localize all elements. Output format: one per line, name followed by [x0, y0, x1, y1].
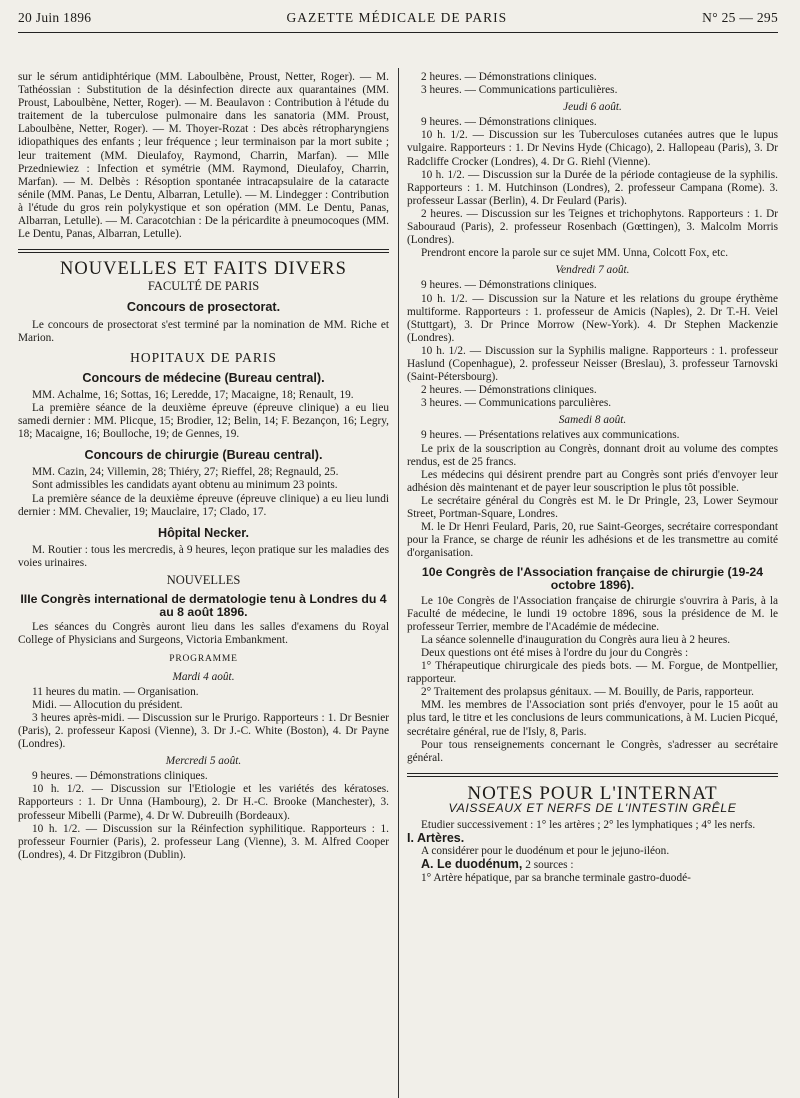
chirurgie-congress-p3: Deux questions ont été mises à l'ordre du jour du Congrès : — [421, 646, 689, 659]
nouvelles-subheading: NOUVELLES — [166, 573, 241, 587]
jeudi-item-2: 10 h. 1/2. — Discussion sur les Tuberculoses cutanées autres que le lupus vulgaire. Rapporteurs : 1. Dr Nevins Hyde (Chicago), 2. Hallopeau (Paris), 3. Dr Radcliffe Crocker (Londres), 4. Dr G. Riehl (Vienne). — [407, 129, 778, 168]
mercredi-item-3: 10 h. 1/2. — Discussion sur la Réinfection syphilitique. Rapporteurs : 1. professeur Fournier (Paris), 2. professeur Lang (Vienne), 3. M. Alfred Cooper (Londres), 4. Dr Fitzgibron (Dublin). — [18, 822, 389, 861]
chirurgie-question-2: 2° Traitement des prolapsus génitaux. — M. Bouilly, de Paris, rapporteur. — [421, 686, 754, 699]
header-journal-title: GAZETTE MÉDICALE DE PARIS — [286, 10, 508, 25]
chirurgie-question-1: 1° Thérapeutique chirurgicale des pieds bots. — M. Forgue, de Montpellier, rapporteur. — [407, 660, 778, 686]
notes-arteres-text: A considérer pour le duodénum et pour le jejuno-iléon. — [421, 845, 670, 858]
chirurgie-results: MM. Cazin, 24; Villemin, 28; Thiéry, 27; Rieffel, 28; Regnauld, 25. — [32, 466, 339, 479]
chirurgie-clinique: La première séance de la deuxième épreuve (épreuve clinique) a eu lieu lundi dernier : MM. Chevalier, 19; Mauclaire, 17; Clado, 17. — [18, 492, 389, 518]
samedi-item-1: 9 heures. — Présentations relatives aux communications. — [421, 429, 680, 442]
chirurgie-congress-p1: Le 10e Congrès de l'Association française de chirurgie s'ouvrira à Paris, à la Faculté de médecine, le lundi 19 octobre 1896, sous la présidence de M. le professeur Terrier, membre de l'Académie de médecine. — [407, 594, 778, 633]
jeudi-item-1: 9 heures. — Démonstrations cliniques. — [421, 116, 597, 129]
day-vendredi: Vendredi 7 août. — [555, 264, 630, 277]
secretary-text: Le secrétaire général du Congrès est M. le Dr Pringle, 23, Lower Seymour Street, Portman-Square, Londres. — [407, 494, 778, 520]
necker-text: M. Routier : tous les mercredis, à 9 heures, leçon pratique sur les maladies des voies urinaires. — [18, 543, 389, 569]
notes-arteres-heading: I. Artères. — [407, 831, 465, 846]
subscription-text: Le prix de la souscription au Congrès, donnant droit au volume des comptes rendus, est de 25 francs. — [407, 442, 778, 468]
chirurgie-congress-p2: La séance solennelle d'inauguration du Congrès aura lieu à 2 heures. — [421, 633, 731, 646]
chirurgie-congress-heading: 10e Congrès de l'Association française de chirurgie (19-24 octobre 1896). — [421, 565, 764, 593]
section-rule — [407, 773, 778, 777]
notes-duodenum-text: 2 sources : — [525, 859, 574, 872]
mercredi-item-1: 9 heures. — Démonstrations cliniques. — [32, 770, 208, 783]
two-column-body — [18, 71, 778, 885]
header-page-number: N° 25 — 295 — [702, 10, 778, 25]
notes-duodenum — [407, 858, 778, 872]
prosectorat-text: Le concours de prosectorat s'est terminé par la nomination de MM. Riche et Marion. — [18, 318, 389, 344]
day-jeudi: Jeudi 6 août. — [563, 101, 622, 114]
medecine-results: MM. Achalme, 16; Sottas, 16; Leredde, 17; Macaigne, 18; Renault, 19. — [32, 388, 354, 401]
notes-intro: Etudier successivement : 1° les artères ; 2° les lymphatiques ; 4° les nerfs. — [421, 818, 756, 831]
vendredi-item-1: 9 heures. — Démonstrations cliniques. — [421, 279, 597, 292]
notes-heading: NOTES POUR L'INTERNAT — [467, 782, 718, 804]
right-column — [407, 71, 778, 885]
thesis-list: sur le sérum antidiphtérique (MM. Laboulbène, Proust, Netter, Roger). — M. Tathéossian : Substitution de la désinfection directe aux quarantaines (MM. Proust, Laboulbène, Netter, Roger). — M. Beaulavon : Contribution à l'étude du traitement de la tuberculose pulmonaire dans les sanatoria (MM. Proust, Laboulbène, Netter, Roger). — M. Thoyer-Rozat : Des abcès rétropharyngiens idiopathiques des enfants ; leur fréquence ; leur terminaison par la mort subite ; leur traitement (MM. Dieulafoy, Raymond, Charrin, Marfan). — Mlle Przedniewiez : Infection et symétrie (MM. Raymond, Dieulafoy, Charrin, Marfan). — M. Delbès : Résoption spontanée intracapsulaire de la cataracte sénile (MM. Panas, Le Dentu, Albarran, Letulle). — M. Lindegger : Contribution à l'étude du gros rein polykystique et son opération (MM. Le Dentu, Panas, Albarran, Letulle). — M. Caracotchian : De la péricardite à pneumocoques (MM. Le Dentu, Panas, Albarran, Letulle). — [18, 71, 389, 241]
mercredi-item-2: 10 h. 1/2. — Discussion sur l'Etiologie et les variétés des kératoses. Rapporteurs : 1. Dr Unna (Hambourg), 2. Dr H.-C. Brooke (Manchester), 3. professeur Mibelli (Parme), 4. Dr W. Dubreuilh (Bordeaux). — [18, 783, 389, 822]
correspondent-text: M. le Dr Henri Feulard, Paris, 20, rue Saint-Georges, secrétaire correspondant pour la France, se charge de réunir les adhésions et de les transmettre au comité d'organisation. — [407, 521, 778, 560]
necker-heading: Hôpital Necker. — [158, 525, 249, 540]
mardi-item-1: 11 heures du matin. — Organisation. — [32, 685, 199, 698]
medecine-clinique: La première séance de la deuxième épreuve (épreuve clinique) a eu lieu samedi dernier : MM. Plicque, 15; Brodier, 12; Belin, 14; F. Bezançon, 16; Legry, 18; Macaigne, 16; Boulloche, 19; de Gennes, 19. — [18, 401, 389, 441]
column-divider — [398, 68, 399, 1098]
prosectorat-heading: Concours de prosectorat. — [126, 300, 281, 315]
running-header — [18, 10, 778, 33]
left-column — [18, 71, 389, 885]
medecine-heading: Concours de médecine (Bureau central). — [82, 370, 325, 385]
notes-duodenum-label: A. Le duodénum, — [421, 857, 523, 872]
mardi-item-3: 3 heures après-midi. — Discussion sur le Prurigo. Rapporteurs : 1. Dr Besnier (Paris), 2. professeur Kaposi (Vienne), 3. Dr J.-C. White (Boston), 4. Dr Payne (Londres). — [18, 711, 389, 751]
programme-heading: PROGRAMME — [169, 654, 238, 665]
notes-subheading: VAISSEAUX ET NERFS DE L'INTESTIN GRÊLE — [448, 800, 737, 815]
jeudi-item-4: 2 heures. — Discussion sur les Teignes et trichophytons. Rapporteurs : 1. Dr Sabouraud (Paris), 2. professeur Rosenbach (Gœttingen), 3. Malcolm Morris (Londres). — [407, 207, 778, 247]
chirurgie-congress-p5: Pour tous renseignements concernant le Congrès, s'adresser au secrétaire général. — [407, 738, 778, 764]
header-date: 20 Juin 1896 — [18, 10, 92, 25]
adhesion-text: Les médecins qui désirent prendre part au Congrès sont priés d'envoyer leur adhésion dès maintenant et de payer leur souscription le plus tôt possible. — [407, 468, 778, 494]
congress-intro: Les séances du Congrès auront lieu dans les salles d'examens du Royal College of Physicians and Surgeons, Victoria Embankment. — [18, 621, 389, 647]
nouvelles-heading: NOUVELLES ET FAITS DIVERS — [60, 259, 347, 280]
jeudi-item-5: Prendront encore la parole sur ce sujet MM. Unna, Colcott Fox, etc. — [421, 247, 729, 260]
day-mercredi: Mercredi 5 août. — [165, 755, 242, 768]
vendredi-item-2: 10 h. 1/2. — Discussion sur la Nature et les relations du groupe érythème multiforme. Rapporteurs : 1. professeur de Amicis (Naples), 2. Dr T.-H. Veiel (Stuttgart), 3. Dr Prince Morrow (New-York). 4. Dr Stephen Mackenzie (Londres). — [407, 292, 778, 344]
day-samedi: Samedi 8 août. — [558, 414, 627, 427]
chirurgie-congress-p4: MM. les membres de l'Association sont priés d'envoyer, pour le 15 août au plus tard, le titre et les conclusions de leurs communications, à M. Lucien Picqué, secrétaire général, rue de l'Isly, 8, Paris. — [407, 699, 778, 738]
vendredi-item-3: 10 h. 1/2. — Discussion sur la Syphilis maligne. Rapporteurs : 1. professeur Haslund (Copenhague), 2. professeur Neisser (Breslau), 3. professeur Tarnovski (Saint-Pétersbourg). — [407, 344, 778, 384]
day-mardi: Mardi 4 août. — [172, 670, 235, 683]
notes-hepatique: 1° Artère hépatique, par sa branche terminale gastro-duodé- — [421, 872, 691, 885]
program-item: 2 heures. — Démonstrations cliniques. — [421, 71, 597, 83]
program-item: 3 heures. — Communications particulières. — [421, 84, 618, 97]
section-rule — [18, 249, 389, 253]
jeudi-item-3: 10 h. 1/2. — Discussion sur la Durée de la période contagieuse de la syphilis. Rapporteurs : 1. M. Hutchinson (Londres), 2. professeur Campana (Rome). 3. professeur Lassar (Berlin), 4. Dr Feulard (Paris). — [407, 168, 778, 207]
vendredi-item-5: 3 heures. — Communications parculières. — [421, 397, 612, 410]
vendredi-item-4: 2 heures. — Démonstrations cliniques. — [421, 384, 597, 397]
chirurgie-admissibles: Sont admissibles les candidats ayant obtenu au minimum 23 points. — [32, 479, 338, 492]
mardi-item-2: Midi. — Allocution du président. — [32, 698, 183, 711]
chirurgie-heading: Concours de chirurgie (Bureau central). — [84, 448, 323, 463]
dermatologie-congress-heading: IIIe Congrès international de dermatologie tenu à Londres du 4 au 8 août 1896. — [20, 592, 387, 620]
faculte-heading: FACULTÉ DE PARIS — [147, 279, 260, 294]
hopitaux-heading: HOPITAUX DE PARIS — [130, 349, 277, 365]
